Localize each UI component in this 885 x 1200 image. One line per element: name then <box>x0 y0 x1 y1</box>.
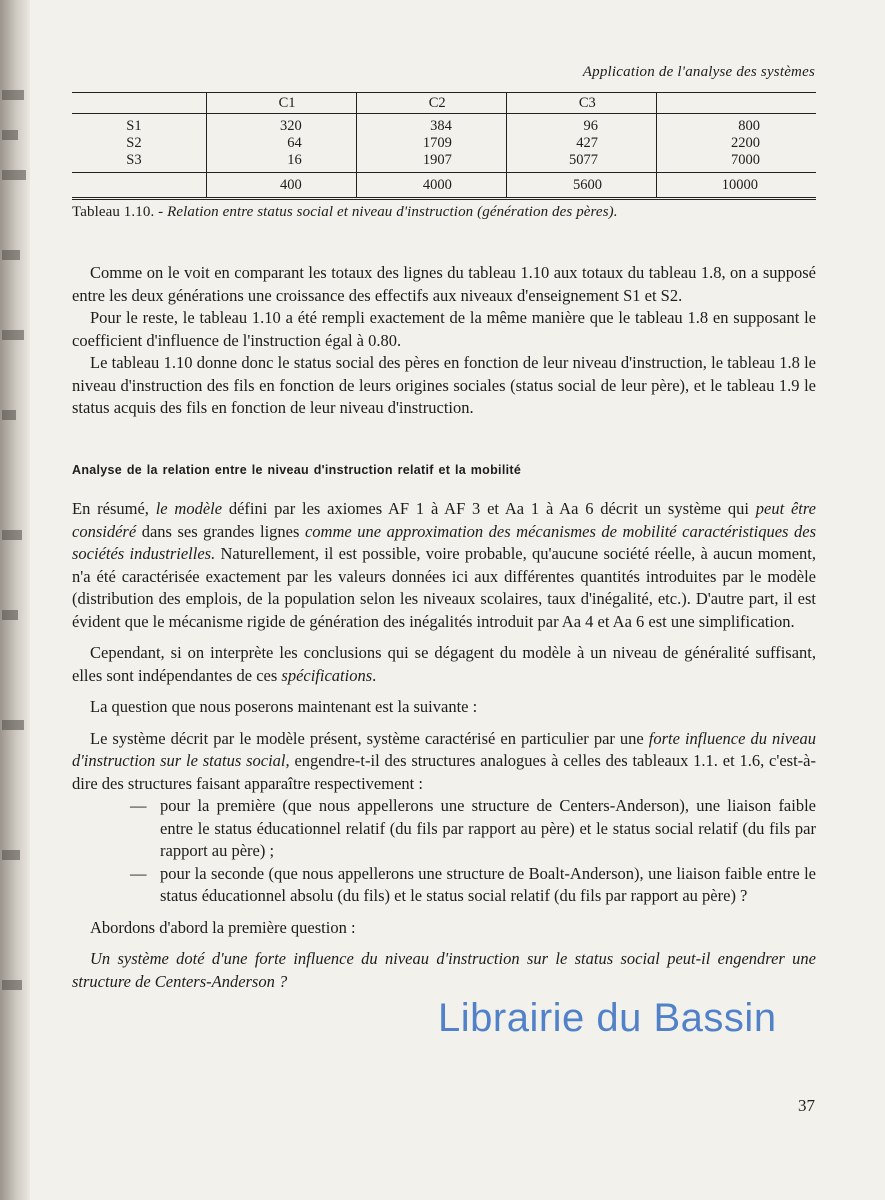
table-cell: 427 <box>576 135 598 151</box>
italic-run: forte influence du niveau d'instruction sur le status social, <box>72 728 816 770</box>
table-cell: 320 <box>279 118 302 134</box>
table-cell: 384 <box>430 118 452 134</box>
text-run: dans ses grandes lignes <box>136 521 305 541</box>
caption-prefix: Tableau 1.10. - <box>72 204 164 220</box>
cependant-paragraph <box>72 642 816 687</box>
table-total-cell: 10000 <box>721 177 759 193</box>
text-run: engendre-t-il des structures analogues à celles des tableaux 1.1. et 1.6, c'est-à-dire des structures faisant apparaître respectivement : <box>72 751 816 793</box>
question-paragraph: La question que nous poserons maintenant est la suivante : <box>90 697 478 716</box>
text-run: En résumé, <box>72 499 156 518</box>
table-header-cell: C1 <box>278 95 296 111</box>
table-cell: 96 <box>583 118 598 134</box>
final-question: Un système doté d'une forte influence du niveau d'instruction sur le status social peut-il engendrer une structure de Centers-Anderson ? <box>72 949 816 991</box>
dash-list-item <box>72 795 816 863</box>
paragraph: Le tableau 1.10 donne donc le status social des pères en fonction de leur niveau d'instruction, le tableau 1.8 le niveau d'instruction des fils en fonction de leurs origines sociales (status social de leur père), et le tableau 1.9 le status acquis des fils en fonction de leur niveau d'instruction. <box>72 353 816 417</box>
table-cell: 16 <box>287 152 302 168</box>
watermark: Librairie du Bassin <box>438 996 777 1040</box>
paragraph: Pour le reste, le tableau 1.10 a été rempli exactement de la même manière que le tableau 1.8 en supposant le coefficient d'influence de l'instruction égal à 0.80. <box>72 308 816 350</box>
text-run: Cependant, si on interprète les conclusions qui se dégagent du modèle à un niveau de généralité suffisant, elles sont indépendantes de ces <box>72 643 816 685</box>
paragraph: Comme on le voit en comparant les totaux des lignes du tableau 1.10 aux totaux du tableau 1.8, on a supposé entre les deux générations une croissance des effectifs aux niveaux d'enseignement S1 et S2. <box>72 263 816 305</box>
table-totals-row <box>72 173 816 197</box>
page-number: 37 <box>798 1096 815 1115</box>
binding-edge <box>0 0 30 1200</box>
dash-symbol: — <box>130 863 147 883</box>
italic-run: comme une approximation des mécanismes de mobilité caractéristiques des sociétés industrielles. <box>72 521 816 563</box>
summary-paragraph <box>72 498 816 633</box>
table-bottom-rule <box>72 197 816 200</box>
dash-list-item <box>72 863 816 908</box>
systeme-paragraph <box>72 728 816 796</box>
table-header-cell <box>72 93 206 113</box>
caption-text: Relation entre status social et niveau d'instruction (génération des pères). <box>167 204 618 220</box>
table-header-cell: C3 <box>578 95 596 111</box>
table-caption <box>72 204 618 221</box>
running-header: Application de l'analyse des systèmes <box>582 64 815 80</box>
table-cell: 64 <box>287 135 302 151</box>
italic-run: peut être considéré <box>72 499 816 541</box>
italic-run: le modèle <box>155 499 223 518</box>
table-cell: 800 <box>738 118 761 134</box>
dash-symbol: — <box>130 796 147 815</box>
table-cell: 2200 <box>731 135 761 151</box>
row-label: S2 <box>126 135 142 151</box>
dash-item-text: pour la première (que nous appellerons une structure de Centers-Anderson), une liaison faible entre le status éducationnel relatif (du fils par rapport au père) et le status social relatif (du fils par rapport au père) ; <box>160 796 816 860</box>
data-table <box>72 92 816 200</box>
text-run: Naturellement, il est possible, voire probable, qu'aucune société réelle, à aucun moment, n'a été caractérisée exactement par les valeurs données ici aux différentes quantités introduites par le modèle (distribution des emplois, de la population selon les niveaux scolaires, taux d'inégalité, etc.). D'autre part, il est évident que le mécanisme rigide de génération des inégalités introduit par Aa 4 et Aa 6 est une simplification. <box>72 544 816 631</box>
dash-item-text: pour la seconde (que nous appellerons une structure de Boalt-Anderson), une liaison faible entre le status éducationnel absolu (du fils) et le status social relatif (du fils par rapport au père) ? <box>160 863 816 905</box>
table-cell: 1907 <box>422 152 452 168</box>
body-text-block-2 <box>72 498 816 993</box>
body-text-block-1 <box>72 262 816 420</box>
table-cell: 1709 <box>422 135 452 151</box>
table-body <box>72 114 816 172</box>
row-label: S1 <box>126 118 142 134</box>
section-title: Analyse de la relation entre le niveau d'instruction relatif et la mobilité <box>72 463 522 477</box>
text-run: Le système décrit par le modèle présent, système caractérisé en particulier par une <box>90 728 649 748</box>
row-label: S3 <box>126 152 142 168</box>
table-cell: 5077 <box>568 152 598 168</box>
abordons-paragraph: Abordons d'abord la première question : <box>90 917 356 937</box>
italic-run: spécifications <box>281 665 373 685</box>
table-total-cell: 400 <box>279 177 302 193</box>
text-run: défini par les axiomes AF 1 à AF 3 et Aa 1 à Aa 6 décrit un système qui <box>222 499 756 518</box>
text-run: . <box>372 665 377 685</box>
table-total-cell: 5600 <box>572 177 602 193</box>
table-cell: 7000 <box>731 152 761 168</box>
table-total-cell: 4000 <box>422 177 452 193</box>
table-header-cell: C2 <box>428 95 446 111</box>
table-header-row <box>72 93 816 113</box>
